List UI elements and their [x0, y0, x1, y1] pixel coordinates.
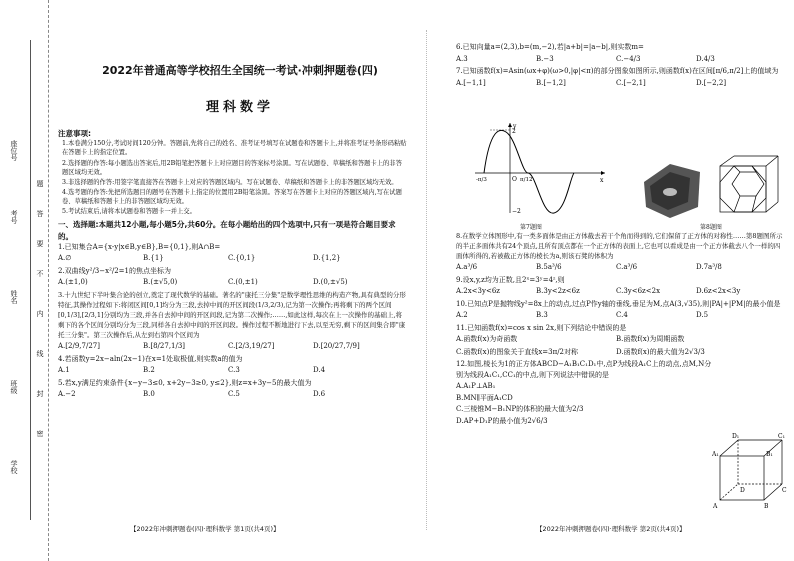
option: D.6 — [313, 390, 326, 399]
seal-word: 题 — [36, 180, 44, 187]
question-stem: 12.如图,棱长为1的正方体ABCD−A₁B₁C₁D₁中,点P为线段A₁C上的动点,点M,N分别为线段A₁C₁,CC₁的中点,则下列说法中错误的是 — [456, 360, 712, 379]
option: B.{1} — [143, 254, 164, 263]
fig7-label: -π/3 — [476, 177, 487, 183]
cube-vertex-label: A₁ — [712, 451, 719, 458]
option: D.[−2,2] — [696, 78, 727, 87]
option: A.3 — [456, 54, 468, 63]
section-heading: 一、选择题:本题共12小题,每小题5分,共60分。在每小题给出的四个选项中,只有一项是符合题目要求的。 — [58, 220, 396, 241]
option: D.6z<2x<3y — [696, 287, 741, 296]
right-column-lower — [456, 232, 786, 427]
option: C.[−2,1] — [616, 78, 646, 87]
option: C.a³/6 — [616, 263, 638, 272]
option: D.[20/27,7/9] — [313, 342, 360, 351]
option: B.函数f(x)为周期函数 — [616, 335, 685, 344]
option: D.4 — [313, 366, 326, 375]
option: B.2 — [143, 366, 155, 375]
question-stem: 9.设x,y,z均为正数,且2ˣ=3ʸ=4ᶻ,则 — [456, 275, 565, 284]
cube-vertex-label: C₁ — [778, 433, 785, 440]
subject-title: 理科数学 — [205, 100, 274, 115]
question-9 — [456, 275, 786, 297]
question-3 — [58, 290, 408, 352]
question-stem: 6.已知向量a=(2,3),b=(m,−2),若|a+b|=|a−b|,则实数m= — [456, 43, 644, 51]
option: B.−3 — [536, 54, 554, 63]
name-label: 姓名 — [10, 290, 18, 304]
school-label: 学校 — [10, 460, 18, 474]
seal-word: 线 — [36, 350, 44, 357]
question-stem: 11.已知函数f(x)=cos x sin 2x,则下列结论中错误的是 — [456, 323, 627, 332]
option: A.[−1,1] — [456, 78, 486, 87]
option: D.函数f(x)的最大值为2√3/3 — [616, 347, 705, 356]
notice-item: 4.选考题的作答:先把所选题目的题号在答题卡上指定的位置用2B铅笔涂黑。答案写在答题卡上对应的答题区域内,写在试题卷、草稿纸和答题卡上的非答题区域均无效。 — [62, 188, 402, 205]
fig12-cube-figure — [712, 430, 788, 512]
notice-list — [58, 139, 408, 216]
option: C.三棱锥M−B₁NP的体积的最大值为2/3 — [456, 405, 584, 414]
seal-word: 封 — [36, 390, 44, 397]
option: B.(±√5,0) — [143, 278, 178, 287]
exam-number-label: 考号 — [10, 210, 18, 224]
fig7-label: O — [512, 176, 517, 183]
option: B.0 — [143, 390, 155, 399]
cube-vertex-label: A — [713, 503, 718, 510]
question-stem: 8.在数学立体图形中,有一类多面体是由正方体截去若干个角而得到的,它们保留了正方体的对称性……第8题图所示的半正多面体共有24个顶点,且所有顶点都在一个正方体的表面上,它也可以看成是由一个正方体截去八个一样的四面体所得的,若被截正方体的棱长为a,则该石凳的体积为 — [456, 232, 783, 260]
notice-item: 2.选择题的作答:每小题选出答案后,用2B铅笔把答题卡上对应题目的答案标号涂黑。写在试题卷、草稿纸和答题卡上的非答题区域均无效。 — [62, 159, 402, 176]
option: C.3 — [228, 366, 240, 375]
cube-vertex-label: D₁ — [732, 433, 740, 440]
question-stem: 5.若x,y满足约束条件{x−y−3≤0, x+2y−3≥0, y≤2},则z=x+3y−5的最大值为 — [58, 378, 312, 387]
option: D.AP+D₁P的最小值为2√6/3 — [456, 416, 548, 425]
seal-word: 答 — [36, 210, 44, 217]
exam-title: 2022年普通高等学校招生全国统一考试·冲刺押题卷(四) — [102, 64, 378, 77]
notice-item: 5.考试结束后,请将本试题卷和答题卡一并上交。 — [62, 208, 196, 216]
seal-word: 内 — [36, 310, 44, 317]
option: C.函数f(x)的图象关于直线x=3π/2对称 — [456, 347, 579, 356]
option: A.1 — [58, 366, 70, 375]
option: B.3 — [536, 311, 548, 320]
question-1 — [58, 242, 408, 264]
question-stem: 7.已知函数f(x)=Asin(ωx+φ)(ω>0,|φ|<π)的部分图象如图所示,则函数f(x)在区间[π/6,π/2]上的值域为 — [456, 67, 779, 75]
option: A.2x<3y<6z — [456, 287, 500, 296]
question-5 — [58, 378, 408, 400]
seal-line — [30, 40, 31, 520]
cube-vertex-label: B₁ — [766, 451, 773, 458]
question-11 — [456, 323, 786, 358]
question-stem: 10.已知点P是抛物线y²=8x上的动点,过点P作y轴的垂线,垂足为M,点A(3,√35),则|PA|+|PM|的最小值是 — [456, 299, 781, 308]
question-2 — [58, 266, 408, 288]
question-stem: 2.双曲线y²/3−x²/2=1的焦点坐标为 — [58, 266, 172, 275]
option: C.[2/3,19/27] — [228, 342, 275, 351]
question-stem: 3.十九世纪下半叶集合论的创立,奠定了现代数学的基础。著名的"康托三分集"是数学理性思维的构造产物,具有典型的分形特征,其操作过程如下:将闭区间[0,1]均分为三段,去掉中间的开区间段(1/3,2/3),记为第一次操作;再将剩下的两个区间[0,1/3],[2/3,1]分别均为三段,并各自去掉中间的开区间段,记为第二次操作;……,如此这样,每次在上一次操作的基础上,将剩下的各个区间分别均分为三段,同样各自去掉中间的开区间段。操作过程不断地进行下去,以至无穷,剩下的区间集合即"康托三分集"。第三次操作后,从左到右第四个区间为 — [58, 290, 406, 339]
option: B.3y<2z<6z — [536, 287, 580, 296]
notice-item: 3.非选择题的作答:用签字笔直接答在答题卡上对应的答题区域内。写在试题卷、草稿纸和答题卡上的非答题区域均无效。 — [62, 178, 398, 186]
right-column — [456, 42, 786, 90]
question-7 — [456, 66, 786, 88]
fig7-label: 2 — [512, 128, 516, 135]
option: B.MN∥平面A₁CD — [456, 393, 513, 402]
option: A.A₁P⊥AB₁ — [456, 382, 496, 391]
fig7-label: y — [513, 123, 517, 130]
fig8-polyhedron-figure — [640, 152, 780, 222]
option: B.5a³/6 — [536, 263, 562, 272]
cube-vertex-label: D — [740, 487, 745, 494]
seal-word: 不 — [36, 270, 44, 277]
notice-item: 1.本卷满分150分,考试时间120分钟。答题前,先将自己的姓名、准考证号填写在试题卷和答题卡上,并将准考证号条形码粘贴在答题卡上的指定位置。 — [62, 140, 407, 157]
option: C.3y<6z<2x — [616, 287, 661, 296]
question-10 — [456, 299, 786, 321]
option: A.a³/6 — [456, 263, 478, 272]
binding-strip — [0, 0, 49, 561]
fig7-label: π/12 — [520, 177, 533, 183]
option: A.∅ — [58, 254, 72, 263]
fig7-caption: 第7题图 — [520, 224, 542, 231]
notice-heading: 注意事项: — [58, 129, 91, 138]
option: D.7a³/8 — [696, 263, 722, 272]
question-stem: 4.若函数y=2x−aln(2x−1)在x=1处取极值,则实数a的值为 — [58, 354, 243, 363]
option: B.[8/27,1/3] — [143, 342, 186, 351]
question-stem: 1.已知集合A={x-y|x∈B,y∈B},B={0,1},则A∩B= — [58, 242, 221, 251]
option: A.−2 — [58, 390, 76, 399]
option: C.5 — [228, 390, 240, 399]
seal-word: 密 — [36, 430, 44, 437]
footer-left: 【2022年冲刺押题卷(四)·理科数学 第1页(共4页)】 — [130, 525, 280, 533]
seal-word: 要 — [36, 240, 44, 247]
center-fold — [426, 30, 427, 530]
class-label: 班级 — [10, 380, 18, 394]
fig7-label: x — [600, 177, 604, 184]
question-6 — [456, 42, 786, 64]
cube-vertex-label: C — [782, 487, 787, 494]
left-column — [58, 128, 408, 402]
cube-vertex-label: B — [764, 503, 769, 510]
option: C.{0,1} — [228, 254, 256, 263]
question-8 — [456, 232, 786, 273]
option: A.函数f(x)为奇函数 — [456, 335, 518, 344]
option: C.−4/3 — [616, 54, 641, 63]
fig7-sine-graph — [470, 118, 610, 218]
option: C.4 — [616, 311, 628, 320]
option: D.5 — [696, 311, 709, 320]
fig8-caption: 第8题图 — [700, 224, 722, 231]
option: D.{1,2} — [313, 254, 341, 263]
option: B.[−1,2] — [536, 78, 566, 87]
option: A.[2/9,7/27] — [58, 342, 100, 351]
option: C.(0,±1) — [228, 278, 258, 287]
option: A.2 — [456, 311, 468, 320]
question-4 — [58, 354, 408, 376]
option: D.4/3 — [696, 54, 715, 63]
question-12 — [456, 359, 786, 426]
seat-number-label: 座位号 — [10, 140, 18, 161]
footer-right: 【2022年冲刺押题卷(四)·理科数学 第2页(共4页)】 — [536, 525, 686, 533]
option: D.(0,±√5) — [313, 278, 348, 287]
fig7-label: −2 — [512, 208, 521, 215]
option: A.(±1,0) — [58, 278, 88, 287]
